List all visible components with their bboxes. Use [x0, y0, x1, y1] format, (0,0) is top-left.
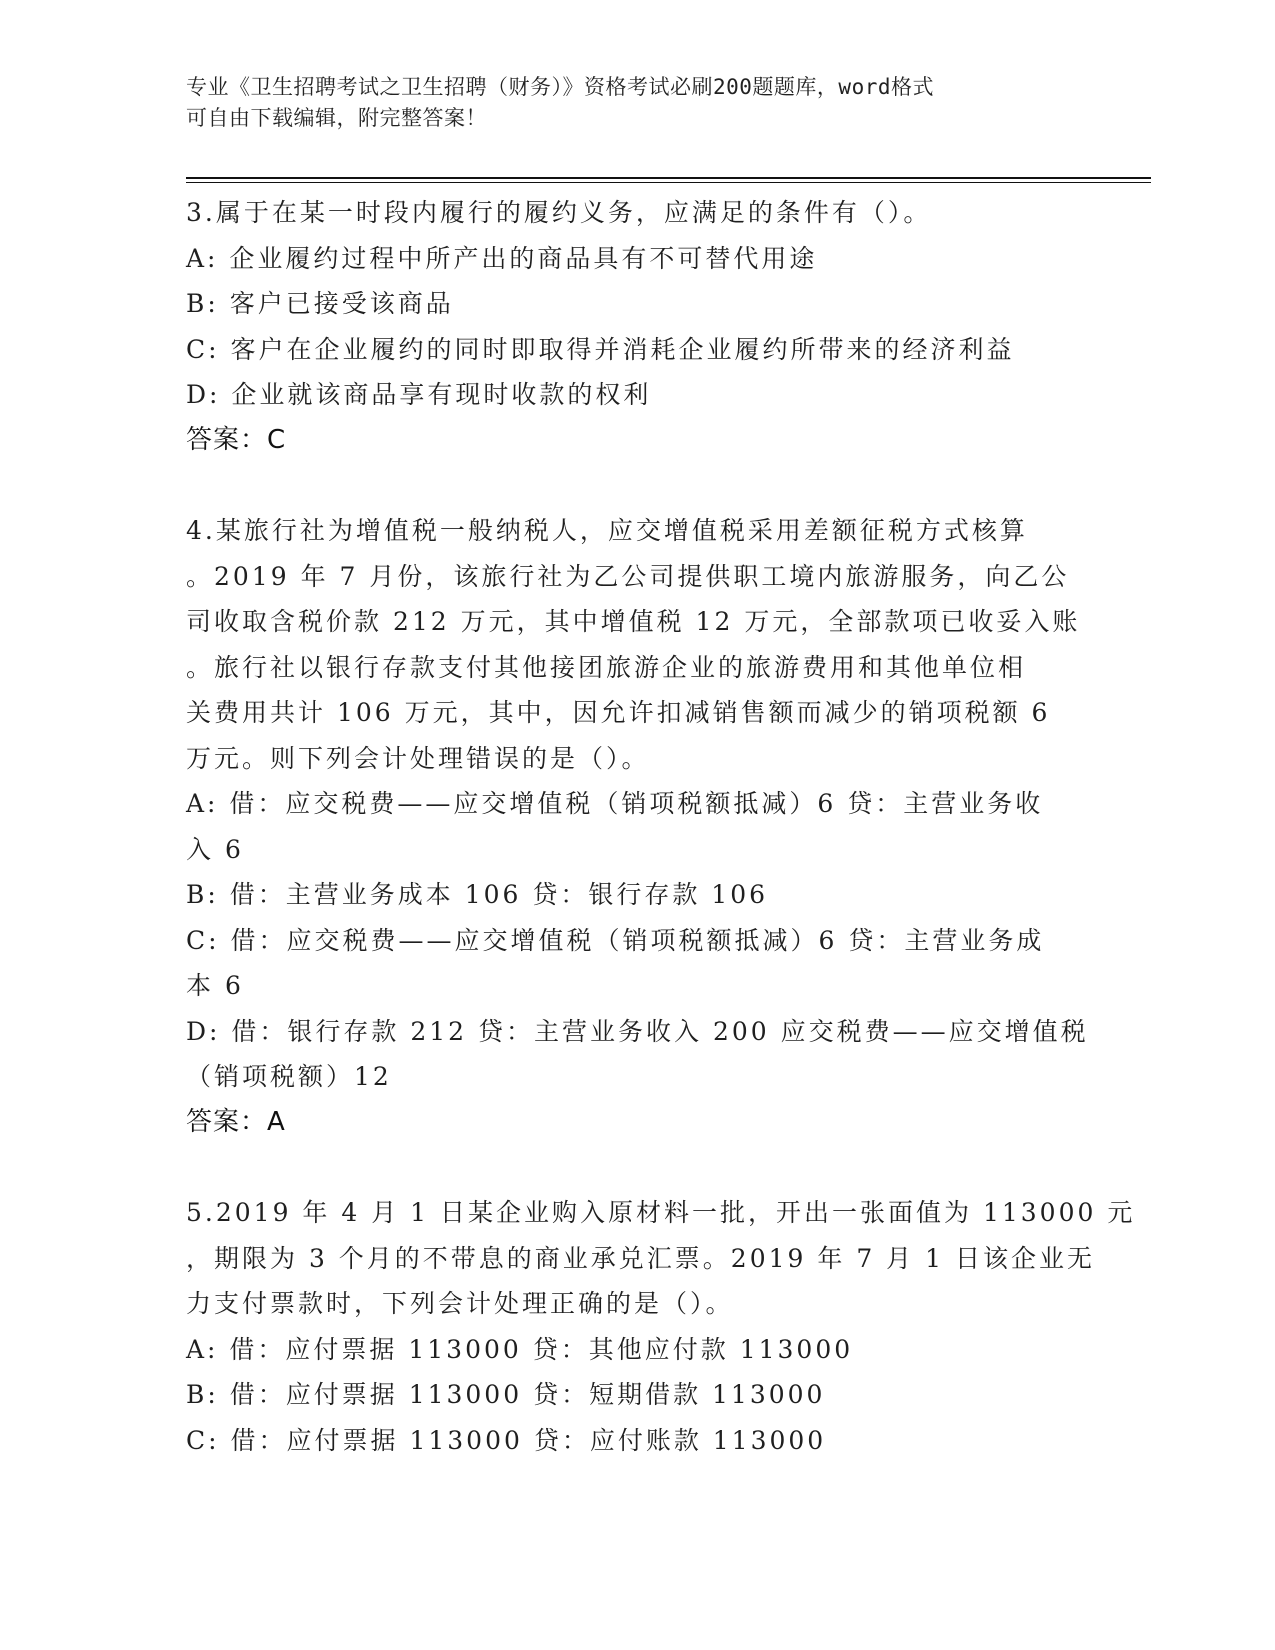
question-list: [186, 190, 1136, 1463]
option-b: B: 客户已接受该商品: [186, 289, 454, 318]
option-c: C: 借：应交税费——应交增值税（销项税额抵减）6 贷：主营业务成: [186, 925, 1045, 955]
question-stem-line: 万元。则下列会计处理错误的是（）。: [186, 743, 650, 773]
question-5: [186, 1190, 1136, 1463]
question-4: [186, 508, 1089, 1145]
question-stem-line: 5.2019 年 4 月 1 日某企业购入原材料一批，开出一张面值为 113000 元: [186, 1198, 1136, 1227]
question-stem-line: 力支付票款时，下列会计处理正确的是（）。: [186, 1289, 734, 1318]
question-3: [186, 190, 1086, 463]
option-d-continued: （销项税额）12: [186, 1062, 392, 1091]
question-stem-line: 。2019 年 7 月份，该旅行社为乙公司提供职工境内旅游服务，向乙公: [186, 561, 1070, 591]
question-stem-line: ，期限为 3 个月的不带息的商业承兑汇票。2019 年 7 月 1 日该企业无: [186, 1243, 1095, 1273]
question-stem-line: 司收取含税价款 212 万元，其中增值税 12 万元，全部款项已收妥入账: [186, 607, 1081, 636]
option-c: C: 借：应付票据 113000 贷：应付账款 113000: [186, 1425, 827, 1455]
header-divider-thin: [186, 182, 1151, 183]
answer-label: 答案：C: [186, 424, 287, 455]
header-line-2: 可自由下载编辑，附完整答案！: [186, 106, 487, 130]
option-b: B: 借：应付票据 113000 贷：短期借款 113000: [186, 1380, 826, 1409]
header-divider: [186, 177, 1151, 179]
document-header: [186, 72, 1066, 134]
option-a: A: 借：应交税费——应交增值税（销项税额抵减）6 贷：主营业务收: [186, 789, 1044, 818]
option-b: B: 借：主营业务成本 106 贷：银行存款 106: [186, 880, 769, 909]
question-stem-line: 3.属于在某一时段内履行的履约义务，应满足的条件有（）。: [186, 198, 932, 227]
question-stem-line: 关费用共计 106 万元，其中，因允许扣减销售额而减少的销项税额 6: [186, 698, 1051, 727]
option-d: D: 企业就该商品享有现时收款的权利: [186, 380, 652, 409]
option-a: A: 企业履约过程中所产出的商品具有不可替代用途: [186, 243, 818, 273]
option-c-continued: 本 6: [186, 971, 244, 1000]
option-c: C: 客户在企业履约的同时即取得并消耗企业履约所带来的经济利益: [186, 334, 1015, 364]
header-line-1: 专业《卫生招聘考试之卫生招聘（财务）》资格考试必刷200题题库，word格式: [186, 75, 934, 99]
option-d: D: 借：银行存款 212 贷：主营业务收入 200 应交税费——应交增值税: [186, 1016, 1089, 1046]
question-stem-line: 。旅行社以银行存款支付其他接团旅游企业的旅游费用和其他单位相: [186, 652, 1027, 682]
option-a-continued: 入 6: [186, 834, 244, 864]
answer-label: 答案：A: [186, 1106, 286, 1137]
question-stem-line: 4.某旅行社为增值税一般纳税人，应交增值税采用差额征税方式核算: [186, 516, 1028, 545]
option-a: A: 借：应付票据 113000 贷：其他应付款 113000: [186, 1334, 854, 1364]
